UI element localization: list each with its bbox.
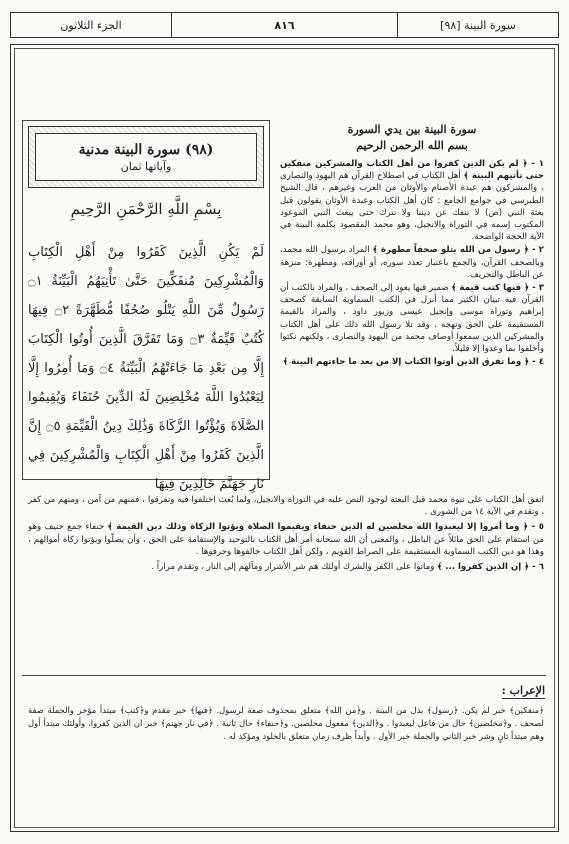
commentary-heading-line2: بسم الله الرحمن الرحيم bbox=[356, 139, 468, 152]
verse-quote: ٣ - ﴿ فيها كتب قيمة ﴾ bbox=[451, 283, 544, 294]
basmala: بِسْمِ اللَّهِ الرَّحْمَنِ الرَّحِيمِ bbox=[70, 200, 222, 218]
header-part-name: الجزء الثلاثون bbox=[11, 13, 172, 37]
verse-quote: ٥ - ﴿ وما أمروا إلا ليعبدوا الله مخلصين له الدين حنفاء ويقيموا الصلاة ويؤتوا الزكاة وذلك دين القيمة ﴾ bbox=[107, 522, 544, 533]
surah-info: وآياتها ثمان bbox=[120, 159, 172, 173]
quran-text: لَمْ يَكُنِ الَّذِينَ كَفَرُوا مِنْ أَهْلِ الْكِتَابِ وَالْمُشْرِكِينَ مُنفَكِّينَ حَتَّىٰ تَأْتِيَهُمُ الْبَيِّنَةُ ۝١ رَسُولٌ مِّنَ اللَّهِ يَتْلُو صُحُفًا مُّطَهَّرَةً ۝٢ فِيهَا كُتُبٌ قَيِّمَةٌ ۝٣ وَمَا تَفَرَّقَ الَّذِينَ أُوتُوا الْكِتَابَ إِلَّا مِن بَعْدِ مَا جَاءَتْهُمُ الْبَيِّنَةُ ۝٤ وَمَا أُمِرُوا إِلَّا لِيَعْبُدُوا اللَّهَ مُخْلِصِينَ لَهُ الدِّينَ حُنَفَاءَ وَيُقِيمُوا الصَّلَاةَ وَيُؤْتُوا الزَّكَاةَ وَذَٰلِكَ دِينُ الْقَيِّمَةِ ۝٥ إِنَّ الَّذِينَ كَفَرُوا مِنْ أَهْلِ الْكِتَابِ وَالْمُشْرِكِينَ فِي نَارِ جَهَنَّمَ خَالِدِينَ فِيهَا bbox=[28, 245, 265, 492]
page-number: ٨١٦ bbox=[274, 18, 295, 32]
commentary-paragraph bbox=[280, 158, 544, 243]
commentary-full-width bbox=[28, 494, 544, 576]
header-surah-name: سورة البينة [٩٨] bbox=[397, 13, 558, 37]
surah-title: (٩٨) سورة البينة مدنية bbox=[78, 141, 214, 158]
commentary-paragraph bbox=[28, 494, 544, 518]
irab-title: الإعراب : bbox=[501, 684, 545, 697]
commentary-paragraph bbox=[28, 521, 544, 558]
commentary-paragraph bbox=[280, 282, 544, 355]
commentary-text: أهل الكتاب في اصطلاح القرآن هم اليهود والنصارى ، والمشركون هم عبدة الأصنام والأوثان من العرب وغيرهم ، قال الشيخ الطبرسي في جوامع الجامع : كان أهل الكتاب وعبدة الأوثان يقولون قبل بعثة النبي (ص) لا ننفك عن ديننا ولا نترك حتى يبعث النبي الموعود المكتوب إسمه في التوراة والانجيل، وهو محمد المقصود بكلمة البينة في الآية الحجة الواضحة. bbox=[280, 171, 544, 243]
commentary-text: حنفاء جمع حنيف وهو من استقام على الحق مائلاً عن الباطل ، والمعنى أن الله سبحانه أمر أهل الكتاب بالتوحيد والإستقامة على الحق ، وأن يصلّوا ويؤتوا زكاة أموالهم ، وهذا هو دين الكتب السماوية المستقيمة على الصراط القويم ، ولكن أهل الكتاب خالفوها وحرفوها . bbox=[28, 522, 544, 557]
commentary-text: المراد برسول الله محمد، وبالصحف القرآن، والجمع باعتبار تعدد سوره، أو أوراقه، ومطهرة: منزهة عن الباطل والتحريف. bbox=[280, 245, 544, 280]
verse-quote: ٢ - ﴿ رسول من الله يتلو صحفاً مطهرة ﴾ bbox=[372, 245, 544, 256]
commentary bbox=[280, 158, 544, 369]
page-header bbox=[10, 12, 559, 38]
commentary-paragraph bbox=[280, 356, 544, 368]
irab-text: ﴿منفكين﴾ خبر لم يكن. ﴿رسول﴾ بدل من البينة . و﴿من الله﴾ متعلق بمحذوف صفة لرسول. ﴿فيها﴾ خبر مقدم و﴿كتب﴾ مبتدأ مؤخر والجملة صفة لصحف . و﴿مخلصين﴾ حال من فاعل ليعبدوا . و﴿الدين﴾ مفعول مخلصين. و﴿حنفاء﴾ حال ثانية . ﴿في نار جهنم﴾ خبر ان الذين كفروا. وأولئك مبتدأ أول وهم مبتدأ ثانٍ وشر خبر الثاني والجملة خبر الأول . وأبداً ظرف زمان متعلق بالخلود ومؤكد له . bbox=[28, 705, 544, 741]
verse-quote: ١ - ﴿ لم يكن الذين كفروا من أهل الكتاب والمشركين منفكين حتى تأتيهم البينة ﴾ bbox=[280, 159, 544, 182]
verse-quote: ٦ - ﴿ إن الذين كفروا ... ﴾ bbox=[437, 562, 544, 573]
commentary-paragraph bbox=[280, 244, 544, 281]
section-divider bbox=[22, 675, 546, 676]
verse-quote: ٤ - ﴿ وما تفرق الذين أوتوا الكتاب إلا من بعد ما جاءتهم البينة ﴾ bbox=[283, 357, 544, 368]
commentary-text: اتفق أهل الكتاب على نبوة محمد قبل البعثة لوجود النص عليه في التوراة والانجيل، ولما بُعث اختلفوا فيه وتفرقوا ، فمنهم من آمن ، ومنهم من كفر ، وتقدم في الآية ١٤ من الشورى . bbox=[28, 495, 544, 518]
commentary-heading-line1: سورة البينة بين يدي السورة bbox=[347, 123, 477, 136]
commentary-text: ضمير فيها يعود إلى الصحف ، والمراد بالكتب أن القرآن فيه تبيان الكثير مما أنزل في الكتب السماوية السابقة كصحف إبراهيم وتوراة موسى وإنجيل عيسى وزبور داود ، والمراد بالقيمة المستقيمة على الحق ونهجه . وقد تلا رسول الله ذلك على أهل الكتاب والمشركين الذين سمعوا أوصاف محمد من اليهود والنصارى ، ولكنهم نكثوا وأخلفوا بما وعدوا إلا قليلاً. bbox=[280, 283, 544, 355]
surah-title-box bbox=[28, 126, 264, 188]
commentary-paragraph bbox=[28, 561, 544, 573]
commentary-text: وماتوا على الكفر والشرك أولئك هم شر الأشرار ومآلهم إلى النار ، وتقدم مراراً . bbox=[151, 562, 438, 573]
surah-title-inner bbox=[35, 133, 257, 181]
commentary-heading bbox=[278, 122, 546, 154]
